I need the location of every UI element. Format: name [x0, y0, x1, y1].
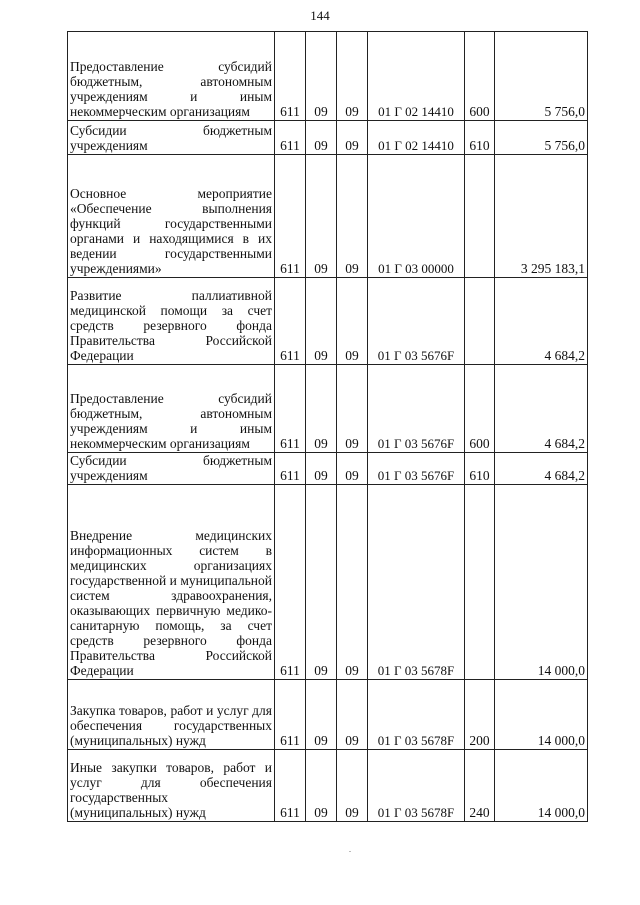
table-row: [68, 453, 588, 485]
page-number: 144: [310, 8, 330, 23]
row-amount: 4 684,2: [495, 453, 588, 485]
row-name: Субсидии бюджетным учреждениям: [68, 121, 275, 155]
row-grbs-code: 611: [275, 278, 306, 365]
row-grbs-code: 611: [275, 365, 306, 453]
row-amount: 4 684,2: [495, 278, 588, 365]
row-target-article: 01 Г 03 5678F: [368, 485, 465, 680]
row-section-code: 09: [306, 278, 337, 365]
row-name: Внедрение медицинских информационных систем в медицинских организациях государственной и муниципальной систем здравоохранения, оказывающих первичную медико-санитарную помощь, за счет средств резервного фонда Правительства Российской Федерации: [68, 485, 275, 680]
row-subsection-code: 09: [337, 32, 368, 121]
table-row: [68, 121, 588, 155]
row-expense-type: 600: [465, 32, 495, 121]
row-grbs-code: 611: [275, 485, 306, 680]
budget-table: [67, 31, 588, 822]
row-section-code: 09: [306, 121, 337, 155]
row-amount: 5 756,0: [495, 32, 588, 121]
row-target-article: 01 Г 02 14410: [368, 121, 465, 155]
table-row: [68, 680, 588, 750]
row-subsection-code: 09: [337, 680, 368, 750]
row-target-article: 01 Г 02 14410: [368, 32, 465, 121]
row-name: Предоставление субсидий бюджетным, автономным учреждениям и иным некоммерческим организациям: [68, 365, 275, 453]
row-grbs-code: 611: [275, 680, 306, 750]
row-grbs-code: 611: [275, 453, 306, 485]
scan-artifact: [349, 851, 351, 852]
row-expense-type: [465, 155, 495, 278]
row-amount: 3 295 183,1: [495, 155, 588, 278]
row-amount: 5 756,0: [495, 121, 588, 155]
row-amount: 4 684,2: [495, 365, 588, 453]
row-section-code: 09: [306, 680, 337, 750]
row-amount: 14 000,0: [495, 485, 588, 680]
row-expense-type: 200: [465, 680, 495, 750]
row-expense-type: [465, 278, 495, 365]
row-name: Развитие паллиативной медицинской помощи за счет средств резервного фонда Правительства Российской Федерации: [68, 278, 275, 365]
table-row: [68, 750, 588, 822]
row-subsection-code: 09: [337, 121, 368, 155]
budget-table-body: [68, 32, 588, 822]
table-row: [68, 278, 588, 365]
row-target-article: 01 Г 03 5676F: [368, 278, 465, 365]
table-row: [68, 32, 588, 121]
row-target-article: 01 Г 03 5678F: [368, 680, 465, 750]
row-name: Субсидии бюджетным учреждениям: [68, 453, 275, 485]
row-grbs-code: 611: [275, 32, 306, 121]
row-name: Основное мероприятие «Обеспечение выполнения функций государственными органами и находящимися в их ведении государственными учреждениями»: [68, 155, 275, 278]
row-grbs-code: 611: [275, 750, 306, 822]
row-target-article: 01 Г 03 00000: [368, 155, 465, 278]
row-subsection-code: 09: [337, 485, 368, 680]
row-name: Иные закупки товаров, работ и услуг для обеспечения государственных (муниципальных) нужд: [68, 750, 275, 822]
row-subsection-code: 09: [337, 278, 368, 365]
row-amount: 14 000,0: [495, 750, 588, 822]
row-target-article: 01 Г 03 5678F: [368, 750, 465, 822]
row-expense-type: 610: [465, 121, 495, 155]
row-subsection-code: 09: [337, 155, 368, 278]
row-subsection-code: 09: [337, 365, 368, 453]
row-target-article: 01 Г 03 5676F: [368, 453, 465, 485]
row-subsection-code: 09: [337, 750, 368, 822]
row-grbs-code: 611: [275, 121, 306, 155]
row-amount: 14 000,0: [495, 680, 588, 750]
row-expense-type: [465, 485, 495, 680]
row-section-code: 09: [306, 485, 337, 680]
table-row: [68, 155, 588, 278]
row-expense-type: 610: [465, 453, 495, 485]
row-section-code: 09: [306, 453, 337, 485]
row-name: Предоставление субсидий бюджетным, автономным учреждениям и иным некоммерческим организациям: [68, 32, 275, 121]
row-name: Закупка товаров, работ и услуг для обеспечения государственных (муниципальных) нужд: [68, 680, 275, 750]
row-grbs-code: 611: [275, 155, 306, 278]
row-section-code: 09: [306, 32, 337, 121]
row-expense-type: 240: [465, 750, 495, 822]
row-target-article: 01 Г 03 5676F: [368, 365, 465, 453]
table-row: [68, 365, 588, 453]
row-section-code: 09: [306, 750, 337, 822]
row-subsection-code: 09: [337, 453, 368, 485]
row-expense-type: 600: [465, 365, 495, 453]
row-section-code: 09: [306, 365, 337, 453]
row-section-code: 09: [306, 155, 337, 278]
table-row: [68, 485, 588, 680]
